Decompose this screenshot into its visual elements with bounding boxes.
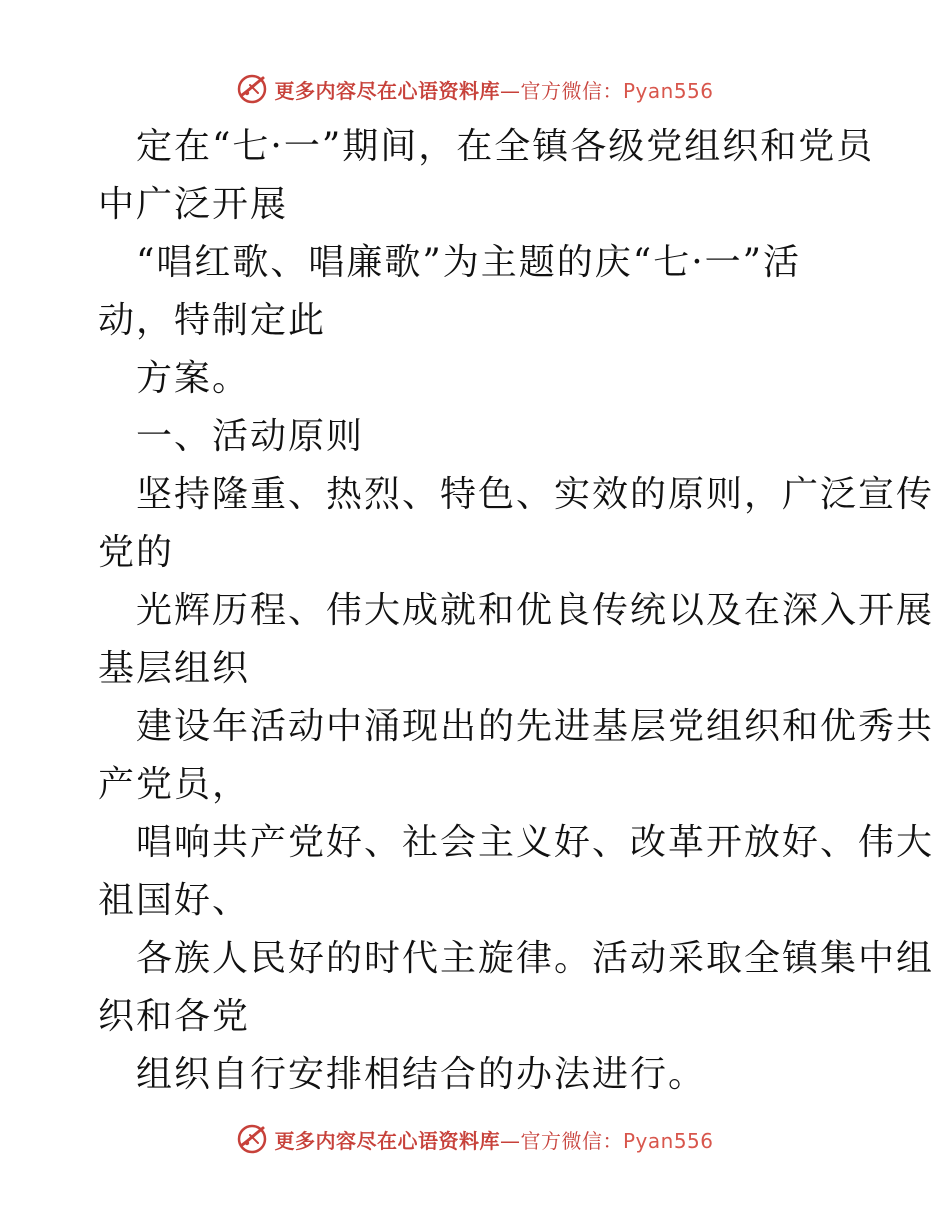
text-line: 坚持隆重、热烈、特色、实效的原则，广泛宣传 (136, 474, 935, 515)
logo-icon (236, 1123, 268, 1155)
banner-text (274, 1125, 713, 1154)
text-line: 中广泛开展 (98, 184, 289, 225)
text-line: “唱红歌、唱廉歌”为主题的庆“七·一”活 (136, 242, 802, 283)
text-line: 各族人民好的时代主旋律。活动采取全镇集中组 (136, 938, 935, 979)
banner-text (274, 75, 713, 104)
text-line: 建设年活动中涌现出的先进基层党组织和优秀共 (136, 706, 935, 747)
banner-title: 更多内容尽在心语资料库 (274, 1128, 500, 1153)
text-line: 产党员， (98, 764, 251, 805)
footer-banner (0, 1122, 950, 1156)
text-line: 基层组织 (98, 648, 251, 689)
banner-label: —官方微信： (499, 1128, 623, 1153)
logo-icon (236, 73, 268, 105)
text-line: 唱响共产党好、社会主义好、改革开放好、伟大 (136, 822, 935, 863)
text-line: 祖国好、 (98, 880, 251, 921)
text-line: 党的 (98, 532, 175, 573)
banner-label: —官方微信： (499, 78, 623, 103)
text-line: 动，特制定此 (98, 300, 327, 341)
banner-title: 更多内容尽在心语资料库 (274, 78, 500, 103)
text-line: 定在“七·一”期间，在全镇各级党组织和党员 (136, 126, 875, 167)
header-banner (0, 72, 950, 106)
document-body (98, 118, 935, 1104)
text-line: 光辉历程、伟大成就和优良传统以及在深入开展 (136, 590, 935, 631)
banner-wechat-id: Pyan556 (622, 78, 714, 103)
text-line: 组织自行安排相结合的办法进行。 (136, 1054, 707, 1095)
text-line: 方案。 (136, 358, 251, 399)
text-line: 一、活动原则 (136, 416, 365, 457)
banner-wechat-id: Pyan556 (622, 1128, 714, 1153)
text-line: 织和各党 (98, 996, 251, 1037)
